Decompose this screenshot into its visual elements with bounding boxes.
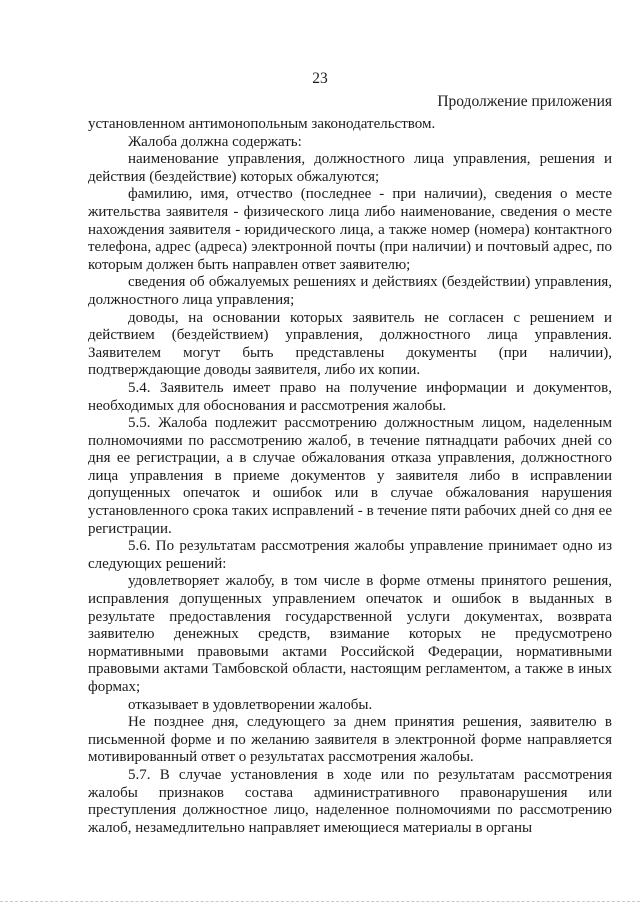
- paragraph-5-4: 5.4. Заявитель имеет право на получение информации и документов, необходимых для обоснования и рассмотрения жалобы.: [88, 379, 612, 414]
- paragraph-5-6: 5.6. По результатам рассмотрения жалобы управление принимает одно из следующих решений:: [88, 538, 612, 572]
- paragraph-decision-satisfy: удовлетворяет жалобу, в том числе в форме отмены принятого решения, исправления допущенных управлением опечаток и ошибок в выданных в результате предоставления государственной услуги документах, возврата заявителю денежных средств, взимание которых не предусмотрено нормативными правовыми актами Российской Федерации, нормативными правовыми актами Тамбовской области, настоящим регламентом, а также в иных формах;: [88, 573, 612, 695]
- paragraph-antimonopoly-ending: установленном антимонопольным законодательством.: [88, 116, 436, 132]
- paragraph-item-arguments: доводы, на основании которых заявитель не согласен с решением и действием (бездействием) управления, должностного лица управления. Заявителем могут быть представлены документы (при наличии), подтверждающие доводы заявителя, либо их копии.: [88, 309, 612, 379]
- paragraph-decision-refuse: отказывает в удовлетворении жалобы.: [128, 696, 373, 713]
- page-number: 23: [312, 70, 328, 87]
- paragraph-item-name: наименование управления, должностного лица управления, решения и действия (бездействие) которых обжалуются;: [88, 151, 612, 185]
- paragraph-item-applicant-info: фамилию, имя, отчество (последнее - при наличии), сведения о месте жительства заявителя - физического лица либо наименование, сведения о месте нахождения заявителя - юридического лица, а также номер (номера) контактного телефона, адрес (адреса) электронной почты (при наличии) и почтовый адрес, по которым должен быть направлен ответ заявителю;: [88, 186, 612, 273]
- paragraph-response-deadline: Не позднее дня, следующего за днем принятия решения, заявителю в письменной форме и по желанию заявителя в электронной форме направляется мотивированный ответ о результатах рассмотрения жалобы.: [88, 714, 612, 766]
- paragraph-item-appealed-decisions: сведения об обжалуемых решениях и действиях (бездействии) управления, должностного лица управления;: [88, 274, 612, 308]
- paragraph-5-5: 5.5. Жалоба подлежит рассмотрению должностным лицом, наделенным полномочиями по рассмотрению жалоб, в течение пятнадцати рабочих дней со дня ее регистрации, а в случае обжалования отказа управления, должностного лица управления в приеме документов у заявителя либо в исправлении допущенных опечаток и ошибок или в случае обжалования нарушения установленного срока таких исправлений - в течение пяти рабочих дней со дня ее регистрации.: [88, 415, 612, 537]
- paragraph-5-7: 5.7. В случае установления в ходе или по результатам рассмотрения жалобы признаков состава административного правонарушения или преступления должностное лицо, наделенное полномочиями по рассмотрению жалоб, незамедлительно направляет имеющиеся материалы в органы: [88, 766, 612, 836]
- scan-edge-line: [0, 901, 640, 902]
- document-body: [88, 116, 612, 837]
- paragraph-complaint-contents: Жалоба должна содержать:: [128, 133, 302, 150]
- appendix-continuation-header: Продолжение приложения: [437, 93, 612, 110]
